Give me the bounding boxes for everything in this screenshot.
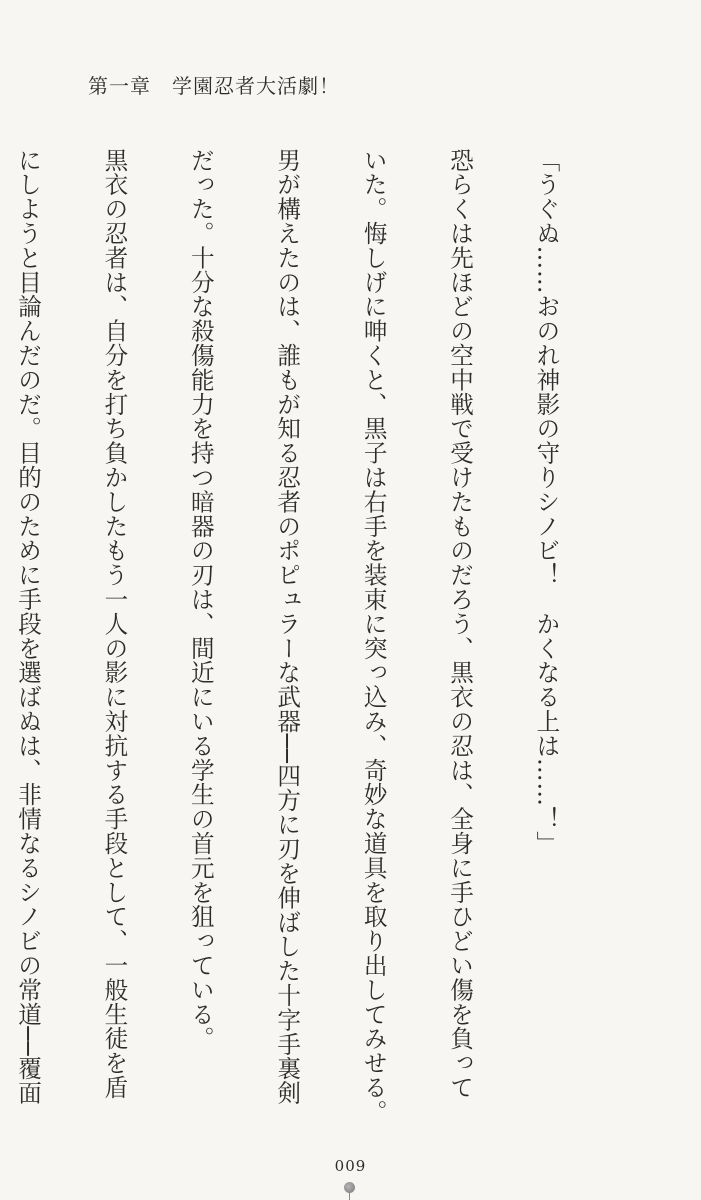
text-line: 恐らくは先ほどの空中戦で受けたものだろう、黒衣の忍は、全身に手ひどい傷を負って <box>446 148 475 1100</box>
text-line: だった。十分な殺傷能力を持つ暗器の刃は、間近にいる学生の首元を狙っている。 <box>186 148 215 1051</box>
text-line: いた。悔しげに呻くと、黒子は右手を装束に突っ込み、奇妙な道具を取り出してみせる。 <box>359 148 388 1124</box>
text-line: 黒衣の忍者は、自分を打ち負かしたもう一人の影に対抗する手段として、一般生徒を盾 <box>100 148 129 1100</box>
running-head: 第一章 学園忍者大活劇！ <box>88 74 340 98</box>
page-number: 009 <box>334 1157 367 1175</box>
body-text <box>14 148 618 1124</box>
folio-ornament-stem <box>349 1192 350 1200</box>
text-line: 男が構えたのは、誰もが知る忍者のポピュラーな武器──四方に刃を伸ばした十字手裏剣 <box>273 148 302 1106</box>
text-line: 「うぐぬ……おのれ神影の守りシノビ！ かくなる上は……！」 <box>532 148 561 856</box>
text-line: にしようと目論んだのだ。目的のために手段を選ばぬは、非情なるシノビの常道──覆面 <box>14 148 43 1106</box>
